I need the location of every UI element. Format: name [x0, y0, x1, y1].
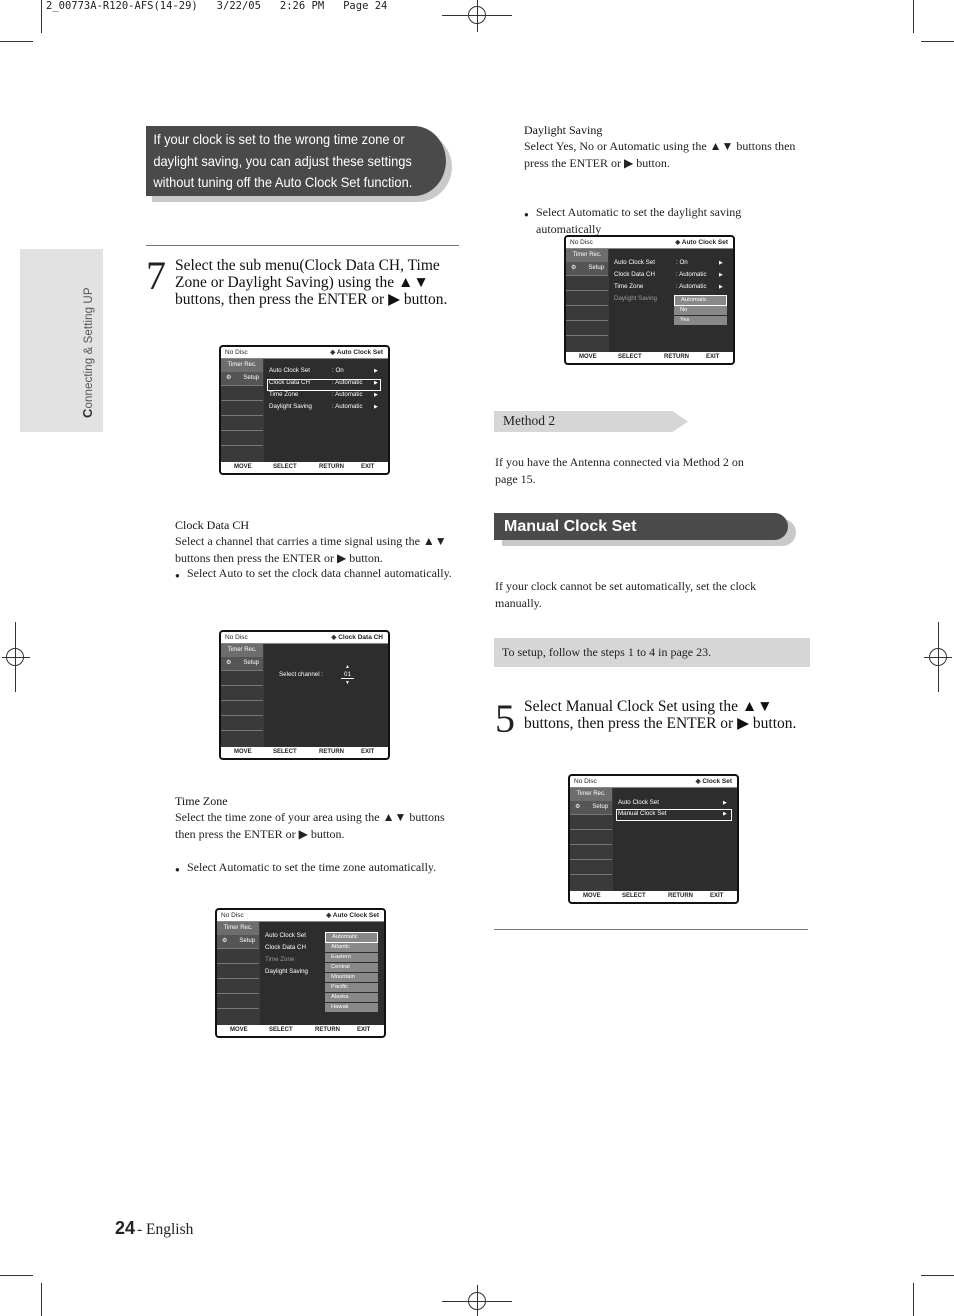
time-zone-heading: Time Zone: [175, 794, 228, 808]
crop-mark: [913, 1283, 914, 1316]
registration-mark: [468, 6, 486, 24]
daylight-saving-bullet: ● Select Automatic to set the daylight saving automatically: [536, 204, 954, 237]
crop-mark: [921, 1275, 954, 1276]
registration-mark: [6, 648, 24, 666]
intro-banner: [146, 126, 446, 196]
clock-data-ch-heading: Clock Data CH: [175, 518, 249, 532]
registration-mark: [468, 1292, 486, 1310]
daylight-saving-heading: Daylight Saving: [524, 123, 603, 137]
osd-time-zone: No Disc ◈ Auto Clock Set Timer Rec. ⚙ Setup Auto Clock Set Clock Data CH Time Zone Daylight Saving Automatic Atlantic Eastern Central Mountain Pacific Alaska Hawaii MOVE SELECT RETURN EXIT: [215, 908, 386, 1038]
crop-mark: [41, 1283, 42, 1316]
page-language: - English: [137, 1221, 194, 1238]
gear-icon: ⚙: [222, 938, 228, 944]
osd-clock-data-ch: No Disc ◈ Clock Data CH Timer Rec. ⚙ Setup Select channel : ▲ 01 ▼ MOVE SELECT RETURN EXIT: [219, 630, 390, 760]
setup-note: To setup, follow the steps 1 to 4 in page 23.: [494, 638, 810, 667]
gear-icon: ⚙: [575, 804, 581, 810]
gear-icon: ⚙: [226, 375, 232, 381]
step5-text: Select Manual Clock Set using the ▲▼ buttons, then press the ENTER or ▶ button.: [524, 698, 797, 732]
crop-mark: [921, 41, 954, 42]
intro-line: If your clock is set to the wrong time zone or: [153, 131, 405, 147]
gear-icon: ⚙: [226, 660, 232, 666]
daylight-saving-body: Select Yes, No or Automatic using the ▲▼ buttons then press the ENTER or ▶ button.: [524, 139, 796, 170]
gear-icon: ⚙: [571, 265, 577, 271]
clock-data-ch-bullet: ● Select Auto to set the clock data channel automatically.: [187, 565, 954, 582]
page-number: 24: [115, 1218, 136, 1238]
section-tab-label: Connecting & Setting UP: [80, 287, 95, 418]
print-slug: 2_00773A-R120-AFS(14-29) 3/22/05 2:26 PM Page 24: [46, 0, 388, 12]
intro-line: without tuning off the Auto Clock Set function.: [153, 174, 413, 190]
method2-label: Method 2: [503, 413, 556, 428]
divider: [494, 929, 808, 930]
crop-mark: [0, 1275, 33, 1276]
method2-text: If you have the Antenna connected via Method 2 on page 15.: [495, 455, 744, 486]
manual-clock-set-text: If your clock cannot be set automatically, set the clock manually.: [495, 579, 757, 610]
registration-mark: [929, 648, 947, 666]
step-number: 5: [495, 696, 515, 741]
intro-line: daylight saving, you can adjust these settings: [153, 152, 412, 169]
time-zone-body: Select the time zone of your area using the ▲▼ buttons then press the ENTER or ▶ button.: [175, 810, 445, 841]
divider: [146, 245, 459, 246]
crop-mark: [41, 0, 42, 33]
osd-clock-set: No Disc ◈ Clock Set Timer Rec. ⚙ Setup Auto Clock Set ▶ Manual Clock Set ▶ MOVE SELECT RETURN EXIT: [568, 774, 739, 904]
clock-data-ch-body: Select a channel that carries a time signal using the ▲▼ buttons then press the ENTER or ▶ button.: [175, 534, 447, 565]
step7-text: Select the sub menu(Clock Data CH, Time Zone or Daylight Saving) using the ▲▼ buttons, then press the ENTER or ▶ button.: [175, 257, 448, 308]
osd-daylight-saving: No Disc ◈ Auto Clock Set Timer Rec. ⚙ Setup Auto Clock Set : On ▶ Clock Data CH : Automatic ▶ Time Zone : Automatic ▶ Daylight Saving Automatic No Yes MOVE SELECT RETURN EXIT: [564, 235, 735, 365]
time-zone-bullet: ● Select Automatic to set the time zone automatically.: [187, 859, 954, 876]
manual-clock-set-banner: Manual Clock Set: [494, 513, 788, 540]
osd-auto-clock-set: No Disc ◈ Auto Clock Set Timer Rec. ⚙ Setup Auto Clock Set : On ▶ Clock Data CH : Automatic ▶ Time Zone : Automatic ▶ Daylight Saving : Automatic ▶ MOVE SELECT RETURN EXIT: [219, 345, 390, 475]
crop-mark: [913, 0, 914, 33]
step-number: 7: [146, 253, 166, 298]
crop-mark: [0, 41, 33, 42]
